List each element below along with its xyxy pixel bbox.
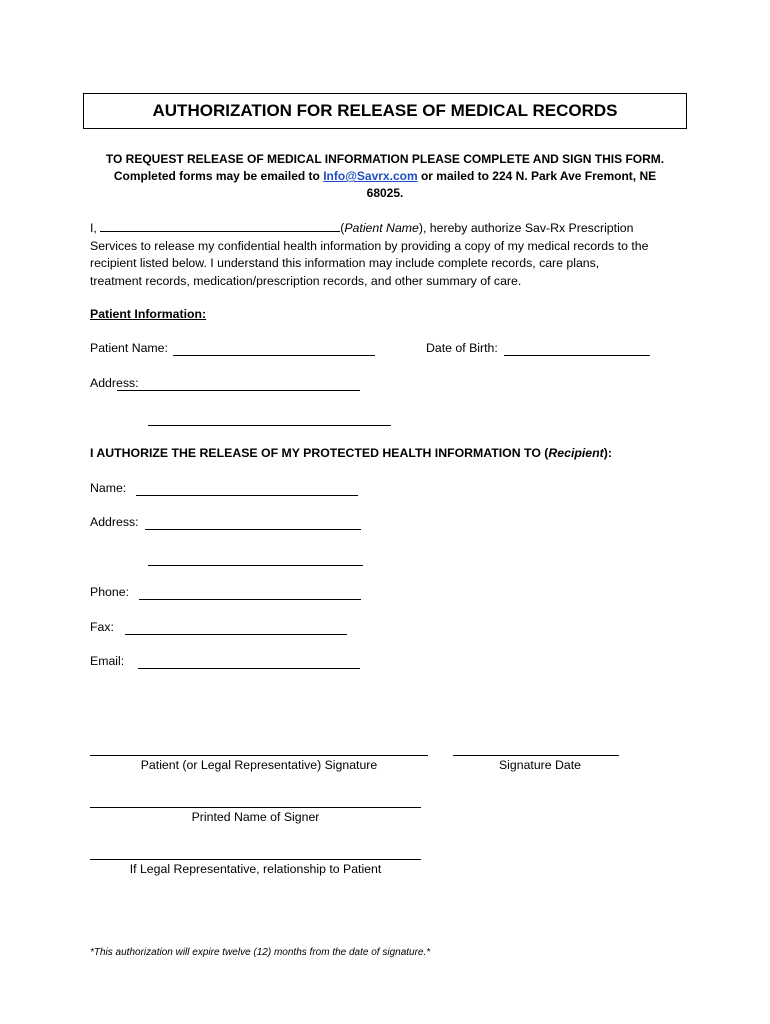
authorization-line-4: treatment records, medication/prescription records, and other summary of care. [90, 273, 522, 288]
instructions-line-1: TO REQUEST RELEASE OF MEDICAL INFORMATION PLEASE COMPLETE AND SIGN THIS FORM. [105, 152, 665, 166]
recipient-email-field[interactable] [138, 668, 360, 669]
authorization-paragraph [90, 219, 680, 290]
form-instructions [90, 151, 680, 202]
printed-name-line[interactable] [90, 807, 421, 808]
recipient-heading: I AUTHORIZE THE RELEASE OF MY PROTECTED HEALTH INFORMATION TO (Recipient): [90, 446, 612, 460]
patient-address-field-2[interactable] [148, 425, 391, 426]
signature-line[interactable] [90, 755, 428, 756]
authorization-line-2: Services to release my confidential health information by providing a copy of my medical records to the [90, 238, 649, 253]
patient-info-heading: Patient Information: [90, 307, 207, 321]
recipient-fax-label: Fax: [90, 620, 114, 634]
signature-caption: Patient (or Legal Representative) Signature [140, 758, 378, 772]
dob-label: Date of Birth: [426, 341, 498, 355]
form-title: AUTHORIZATION FOR RELEASE OF MEDICAL RECORDS [83, 93, 687, 129]
signature-date-line[interactable] [453, 755, 619, 756]
recipient-fax-field[interactable] [125, 634, 347, 635]
patient-name-hint: Patient Name [344, 221, 419, 235]
patient-name-blank[interactable] [100, 219, 340, 232]
contact-email-link[interactable]: Info@Savrx.com [323, 169, 418, 183]
patient-name-label: Patient Name: [90, 341, 168, 355]
patient-name-field[interactable] [173, 355, 375, 356]
dob-field[interactable] [504, 355, 650, 356]
authorization-line-1: I, (Patient Name), hereby authorize Sav-Rx Prescription [90, 221, 634, 235]
recipient-phone-field[interactable] [139, 599, 361, 600]
instructions-line-2 [90, 168, 680, 185]
recipient-phone-label: Phone: [90, 585, 129, 599]
authorization-line-3: recipient listed below. I understand this information may include complete records, care plans, [90, 256, 600, 270]
relationship-caption: If Legal Representative, relationship to Patient [129, 862, 382, 876]
recipient-name-label: Name: [90, 481, 127, 495]
instructions-line-3: 68025. [366, 186, 404, 200]
recipient-address-field-2[interactable] [148, 565, 363, 566]
signature-date-caption: Signature Date [498, 758, 582, 772]
relationship-line[interactable] [90, 859, 421, 860]
recipient-name-field[interactable] [136, 495, 358, 496]
instructions-line-2-post: or mailed to 224 N. Park Ave Fremont, NE [417, 169, 657, 183]
printed-name-caption: Printed Name of Signer [191, 810, 320, 824]
expiration-note: *This authorization will expire twelve (12) months from the date of signature.* [90, 947, 431, 958]
recipient-address-field-1[interactable] [145, 529, 361, 530]
recipient-address-label: Address: [90, 515, 139, 529]
patient-address-field-1[interactable] [117, 390, 360, 391]
patient-address-label: Address: [90, 376, 139, 390]
recipient-email-label: Email: [90, 654, 125, 668]
instructions-line-2-pre: Completed forms may be emailed to [113, 169, 324, 183]
